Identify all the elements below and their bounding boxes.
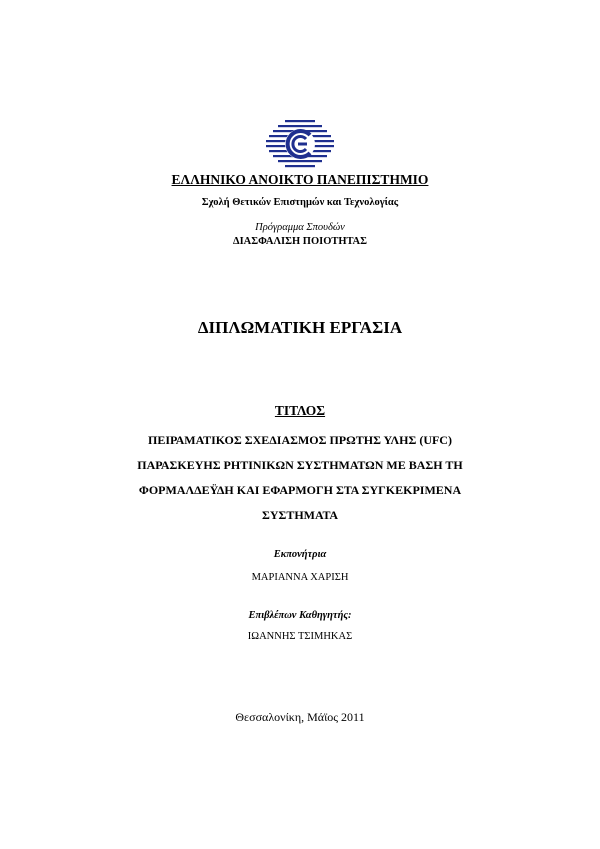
university-emblem-icon (263, 116, 337, 172)
supervisor-label: Επιβλέπων Καθηγητής: (248, 610, 352, 621)
thesis-type-heading: ΔΙΠΛΩΜΑΤΙΚΗ ΕΡΓΑΣΙΑ (197, 318, 403, 337)
supervisor-name: ΙΩΑΝΝΗΣ ΤΣΙΜΗΚΑΣ (247, 631, 353, 642)
place-and-date: Θεσσαλονίκη, Μάϊος 2011 (235, 710, 365, 724)
school-name: Σχολή Θετικών Επιστημών και Τεχνολογίας (201, 197, 399, 208)
program-name: ΔΙΑΣΦΑΛΙΣΗ ΠΟΙΟΤΗΤΑΣ (233, 236, 367, 247)
program-label: Πρόγραμμα Σπουδών (255, 222, 345, 233)
thesis-title-line: ΣΥΣΤΗΜΑΤΑ (261, 508, 339, 522)
university-name: ΕΛΛΗΝΙΚΟ ΑΝΟΙΚΤΟ ΠΑΝΕΠΙΣΤΗΜΙΟ (171, 172, 429, 187)
thesis-title (0, 428, 600, 528)
author-label: Εκπονήτρια (273, 549, 327, 560)
thesis-title-line: ΦΟΡΜΑΛΔΕΫΔΗ ΚΑΙ ΕΦΑΡΜΟΓΗ ΣΤΑ ΣΥΓΚΕΚΡΙΜΕΝΑ (138, 483, 462, 497)
author-name: ΜΑΡΙΑΝΝΑ ΧΑΡΙΣΗ (251, 572, 349, 583)
thesis-title-line: ΠΑΡΑΣΚΕΥΗΣ ΡΗΤΙΝΙΚΩΝ ΣΥΣΤΗΜΑΤΩΝ ΜΕ ΒΑΣΗ ΤΗ (137, 458, 463, 472)
thesis-title-line: ΠΕΙΡΑΜΑΤΙΚΟΣ ΣΧΕΔΙΑΣΜΟΣ ΠΡΩΤΗΣ ΥΛΗΣ (UFC) (148, 433, 452, 447)
title-heading: ΤΙΤΛΟΣ (274, 403, 326, 418)
